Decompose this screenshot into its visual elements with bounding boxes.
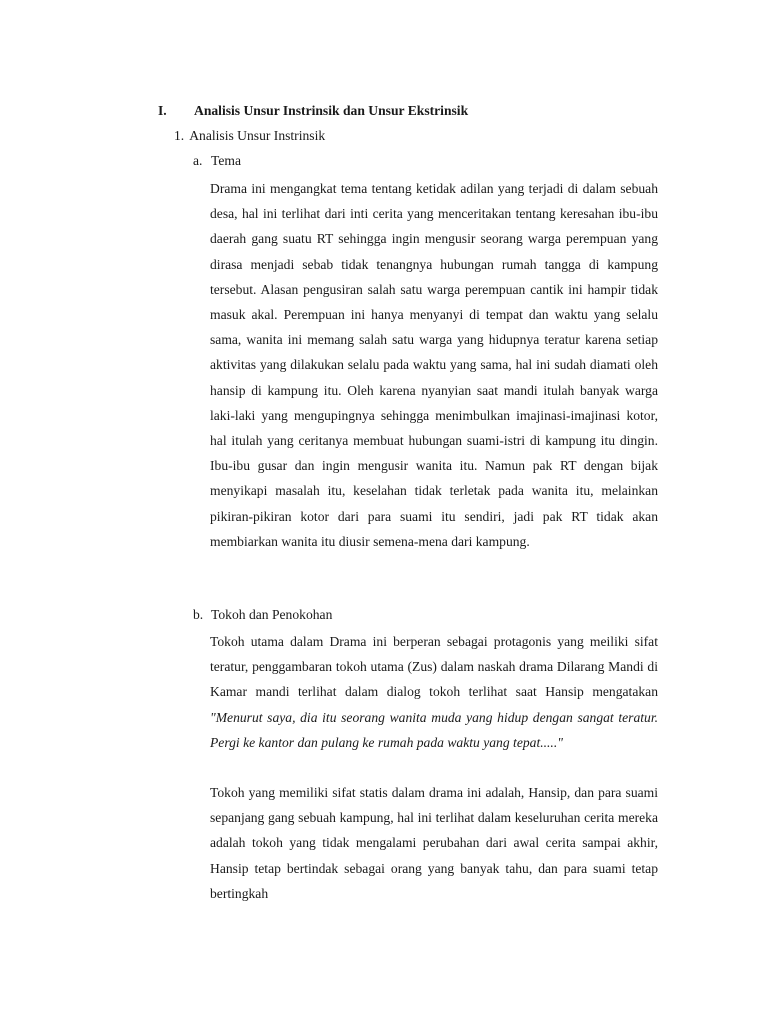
tema-label: a.: [193, 153, 203, 168]
tema-paragraph: Drama ini mengangkat tema tentang ketidak adilan yang terjadi di dalam sebuah desa, hal ini terlihat dari inti cerita yang menceritakan tentang keresahan ibu-ibu daerah gang suatu RT sehingga ingin mengusir seorang warga perempuan yang dirasa menjadi sebab tidak tenangnya hubungan rumah tangga di kampung tersebut. Alasan pengusiran salah satu warga perempuan cantik ini hampir tidak masuk akal. Perempuan ini hanya menyanyi di tempat dan waktu yang selalu sama, wanita ini memang salah satu warga yang hidupnya teratur karena setiap aktivitas yang dilakukan selalu pada waktu yang sama, hal ini sudah diamati oleh hansip di kampung itu. Oleh karena nyanyian saat mandi itulah banyak warga laki-laki yang mengupingnya sehingga menimbulkan imajinasi-imajinasi kotor, hal itulah yang ceritanya membuat hubungan suami-istri di kampung itu dingin. Ibu-ibu gusar dan ingin mengusir wanita itu. Namun pak RT dengan bijak menyikapi masalah itu, keselahan tidak terletak pada wanita itu, melainkan pikiran-pikiran kotor dari para suami itu sendiri, jadi pak RT tidak akan membiarkan wanita itu diusir semena-mena dari kampung.: [210, 181, 658, 549]
tema-heading: [193, 153, 241, 169]
subsection-heading: [174, 128, 325, 144]
tokoh-paragraph-1-text: Tokoh utama dalam Drama ini berperan sebagai protagonis yang meiliki sifat teratur, penggambaran tokoh utama (Zus) dalam naskah drama Dilarang Mandi di Kamar mandi terlihat dalam dialog tokoh terlihat saat Hansip mengatakan: [210, 634, 658, 700]
tokoh-heading: [193, 607, 332, 623]
tokoh-label: b.: [193, 607, 204, 622]
subsection-number: 1.: [174, 128, 185, 143]
hansip-quote: "Menurut saya, dia itu seorang wanita muda yang hidup dengan sangat teratur. Pergi ke kantor dan pulang ke rumah pada waktu yang tepat.....": [210, 709, 658, 750]
section-title: Analisis Unsur Instrinsik dan Unsur Ekstrinsik: [194, 103, 469, 118]
subsection-title: Analisis Unsur Instrinsik: [189, 128, 326, 143]
section-number: I.: [158, 103, 167, 118]
tokoh-paragraph-1: [210, 629, 658, 755]
tema-title: Tema: [211, 153, 241, 168]
tokoh-paragraph-2: Tokoh yang memiliki sifat statis dalam drama ini adalah, Hansip, dan para suami sepanjang gang sebuah kampung, hal ini terlihat dalam keseluruhan cerita mereka adalah tokoh yang tidak mengalami perubahan dari awal cerita sampai akhir, Hansip tetap bertindak sebagai orang yang banyak tahu, dan para suami tetap bertingkah: [210, 785, 658, 901]
tokoh-title: Tokoh dan Penokohan: [211, 607, 333, 622]
